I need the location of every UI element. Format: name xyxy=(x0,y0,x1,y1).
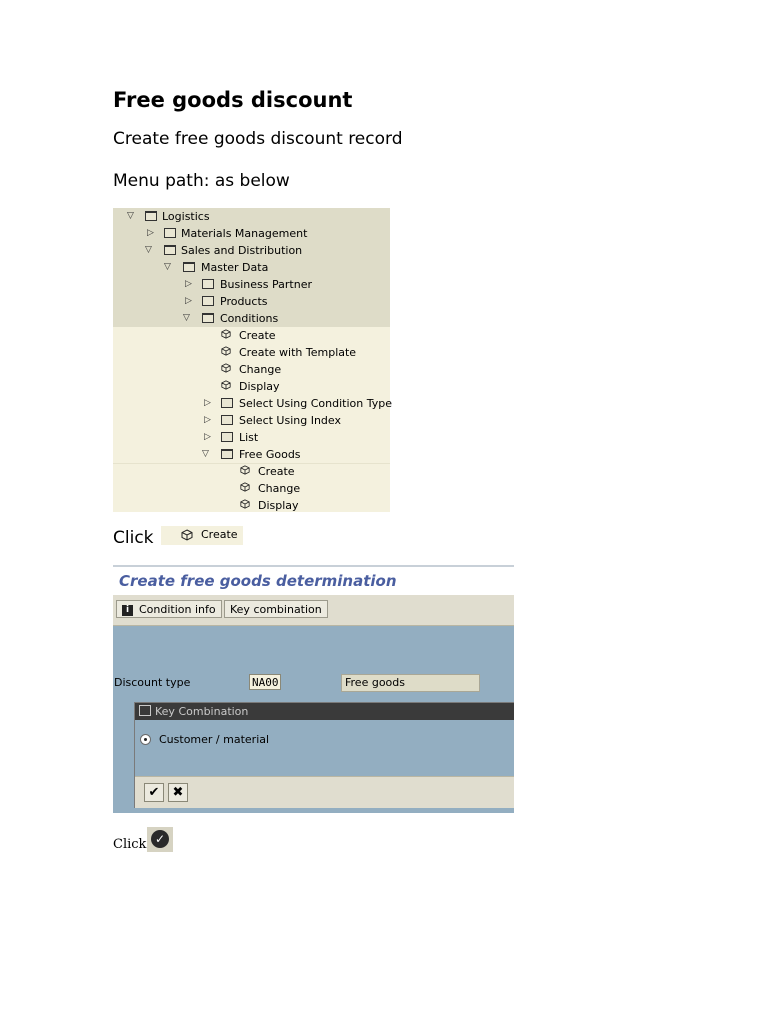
transaction-cube-icon xyxy=(220,346,232,356)
expand-triangle-icon[interactable]: ▽ xyxy=(127,211,134,221)
menu-path-text: Menu path: as below xyxy=(113,171,290,191)
collapse-triangle-icon[interactable]: ▷ xyxy=(147,228,154,238)
cancel-x-icon: ✖ xyxy=(172,785,184,800)
folder-icon xyxy=(221,398,233,408)
menu-tree xyxy=(113,208,390,512)
checkmark-icon: ✔ xyxy=(148,785,160,800)
sap-screen xyxy=(113,565,514,813)
folder-icon xyxy=(202,279,214,289)
tree-item-label: Select Using Index xyxy=(239,414,342,427)
tree-item-label: Sales and Distribution xyxy=(181,244,303,257)
confirm-button[interactable] xyxy=(144,783,164,802)
tree-item-free-goods[interactable] xyxy=(113,446,390,464)
tree-item-free-goods-create[interactable] xyxy=(113,463,390,480)
folder-open-icon xyxy=(183,262,195,272)
tree-item-label: Create xyxy=(258,465,295,478)
tree-item-free-goods-display[interactable] xyxy=(113,497,390,514)
section-subtitle: Create free goods discount record xyxy=(113,129,403,149)
instruction-click-text-2: Click xyxy=(113,837,147,852)
condition-info-label: Condition info xyxy=(139,603,216,616)
folder-icon xyxy=(221,432,233,442)
tree-item-logistics[interactable] xyxy=(113,208,390,226)
dialog-window-icon xyxy=(139,705,151,716)
folder-open-icon xyxy=(202,313,214,323)
sap-screen-title: Create free goods determination xyxy=(119,572,397,590)
check-circle-icon: ✓ xyxy=(151,830,169,848)
radio-button-selected[interactable] xyxy=(140,734,151,745)
expand-triangle-icon[interactable]: ▽ xyxy=(202,449,209,459)
continue-button[interactable] xyxy=(147,827,173,852)
tree-item-label: Change xyxy=(258,482,301,495)
tree-item-create-with-template[interactable] xyxy=(113,344,390,361)
tree-item-list[interactable] xyxy=(113,429,390,446)
transaction-cube-icon xyxy=(220,380,232,390)
transaction-cube-icon xyxy=(239,482,251,492)
tree-item-label: Master Data xyxy=(201,261,269,274)
key-combination-button[interactable] xyxy=(224,600,328,618)
customer-material-label: Customer / material xyxy=(159,733,270,746)
create-menu-item[interactable] xyxy=(161,526,243,545)
tree-item-products[interactable] xyxy=(113,293,390,311)
transaction-cube-icon xyxy=(239,499,251,509)
collapse-triangle-icon[interactable]: ▷ xyxy=(185,296,192,306)
collapse-triangle-icon[interactable]: ▷ xyxy=(185,279,192,289)
discount-type-label: Discount type xyxy=(114,676,191,689)
discount-type-field[interactable]: NA00 xyxy=(249,674,281,690)
tree-item-label: Logistics xyxy=(162,210,210,223)
dialog-title: Key Combination xyxy=(155,705,249,718)
tree-item-label: Business Partner xyxy=(220,278,312,291)
tree-item-materials-management[interactable] xyxy=(113,225,390,243)
folder-open-icon xyxy=(164,245,176,255)
collapse-triangle-icon[interactable]: ▷ xyxy=(204,432,211,442)
key-combination-label: Key combination xyxy=(230,603,322,616)
transaction-cube-icon xyxy=(181,529,193,541)
discount-type-description: Free goods xyxy=(341,674,480,692)
expand-triangle-icon[interactable]: ▽ xyxy=(164,262,171,272)
info-icon: i xyxy=(122,605,133,616)
instruction-click-text: Click xyxy=(113,528,154,548)
collapse-triangle-icon[interactable]: ▷ xyxy=(204,398,211,408)
tree-item-label: Change xyxy=(239,363,282,376)
folder-open-icon xyxy=(145,211,157,221)
tree-item-label: Products xyxy=(220,295,268,308)
tree-item-label: Select Using Condition Type xyxy=(239,397,392,410)
tree-item-label: Create with Template xyxy=(239,346,357,359)
collapse-triangle-icon[interactable]: ▷ xyxy=(204,415,211,425)
create-menu-item-label: Create xyxy=(201,528,238,541)
transaction-cube-icon xyxy=(220,329,232,339)
expand-triangle-icon[interactable]: ▽ xyxy=(145,245,152,255)
tree-item-label: Free Goods xyxy=(239,448,301,461)
tree-item-select-using-index[interactable] xyxy=(113,412,390,429)
tree-item-display[interactable] xyxy=(113,378,390,395)
condition-info-button[interactable] xyxy=(116,600,222,618)
folder-icon xyxy=(202,296,214,306)
folder-icon xyxy=(221,415,233,425)
tree-item-label: Display xyxy=(258,499,299,512)
tree-item-sales-and-distribution[interactable] xyxy=(113,242,390,260)
transaction-cube-icon xyxy=(239,465,251,475)
key-combination-dialog xyxy=(134,702,514,808)
tree-item-change[interactable] xyxy=(113,361,390,378)
cancel-button[interactable] xyxy=(168,783,188,802)
folder-open-icon xyxy=(221,449,233,459)
tree-item-conditions[interactable] xyxy=(113,310,390,327)
sap-application-toolbar xyxy=(113,595,514,626)
folder-icon xyxy=(164,228,176,238)
tree-item-label: Display xyxy=(239,380,280,393)
expand-triangle-icon[interactable]: ▽ xyxy=(183,313,190,323)
page-title: Free goods discount xyxy=(113,88,353,112)
tree-item-label: Create xyxy=(239,329,276,342)
tree-item-label: Conditions xyxy=(220,312,279,325)
dialog-title-bar xyxy=(135,703,514,720)
tree-item-create[interactable] xyxy=(113,327,390,344)
sap-title-bar xyxy=(113,565,514,597)
tree-item-select-using-condition-type[interactable] xyxy=(113,395,390,412)
tree-item-master-data[interactable] xyxy=(113,259,390,277)
tree-item-free-goods-change[interactable] xyxy=(113,480,390,497)
tree-item-label: List xyxy=(239,431,259,444)
dialog-footer xyxy=(135,776,514,808)
tree-item-business-partner[interactable] xyxy=(113,276,390,294)
transaction-cube-icon xyxy=(220,363,232,373)
tree-item-label: Materials Management xyxy=(181,227,308,240)
